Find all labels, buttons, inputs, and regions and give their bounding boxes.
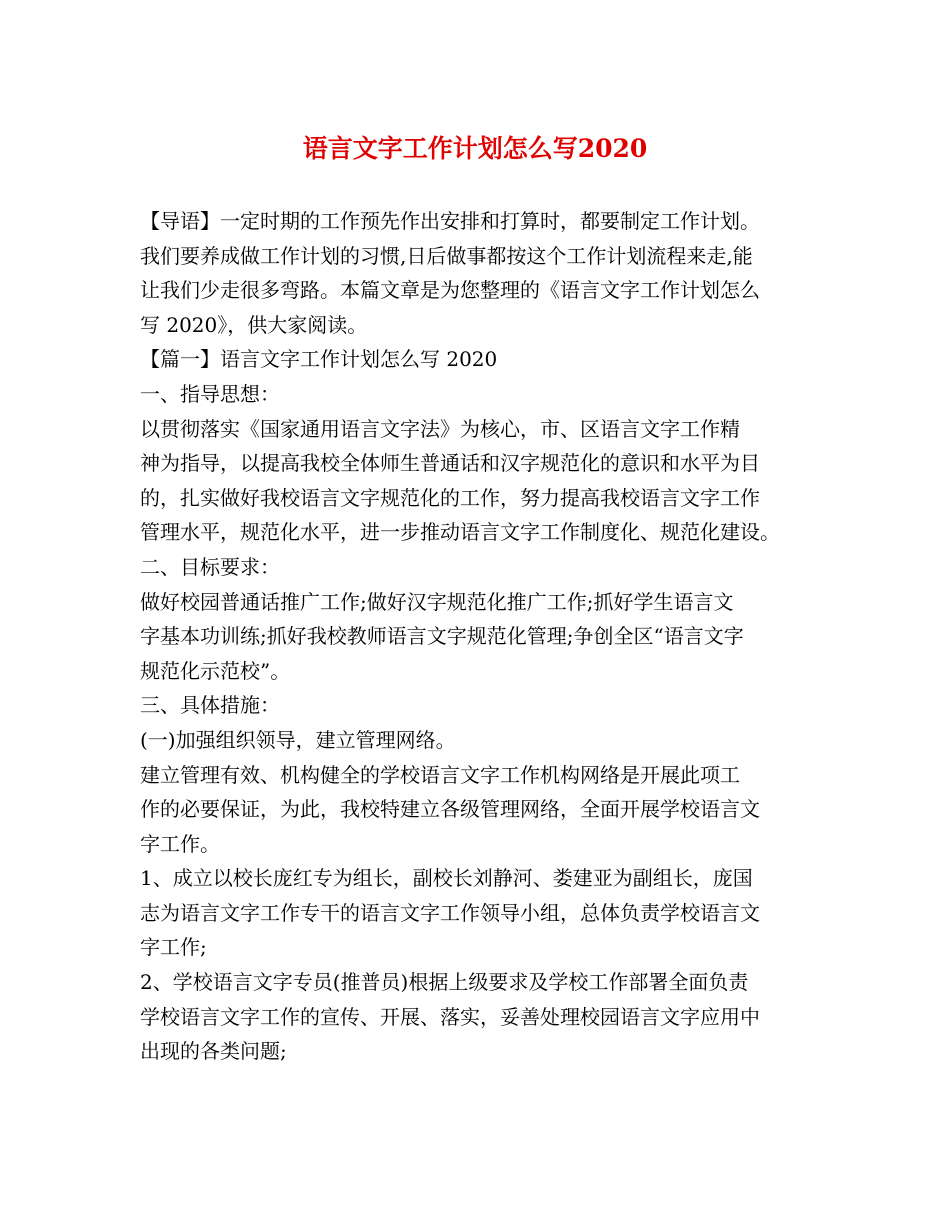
text-line: 以贯彻落实《国家通用语言文字法》为核心，市、区语言文字工作精 (140, 416, 740, 441)
text-line: 志为语言文字工作专干的语言文字工作领导小组，总体负责学校语言文 (140, 900, 760, 925)
document-body (140, 204, 820, 1069)
text-line: 写 2020》，供大家阅读。 (140, 312, 368, 337)
text-line: 作的必要保证，为此，我校特建立各级管理网络，全面开展学校语言文 (140, 797, 760, 822)
text-line: 出现的各类问题; (140, 1039, 287, 1064)
text-line: 1、成立以校长庞红专为组长，副校长刘静河、娄建亚为副组长，庞国 (140, 866, 753, 891)
text-line: 【篇一】语言文字工作计划怎么写 2020 (140, 347, 498, 372)
text-line: 建立管理有效、机构健全的学校语言文字工作机构网络是开展此项工 (140, 762, 740, 787)
document-title: 语言文字工作计划怎么写2020 (302, 134, 648, 163)
text-line: 管理水平，规范化水平，进一步推动语言文字工作制度化、规范化建设。 (140, 520, 780, 545)
text-line: 【导语】一定时期的工作预先作出安排和打算时，都要制定工作计划。 (140, 209, 760, 233)
text-line: 一、指导思想： (140, 381, 280, 406)
text-line: 2、学校语言文字专员(推普员)根据上级要求及学校工作部署全面负责 (140, 970, 749, 995)
text-line: 字基本功训练;抓好我校教师语言文字规范化管理;争创全区“语言文字 (140, 624, 744, 649)
text-line: 字工作; (140, 935, 207, 960)
text-line: 字工作。 (140, 831, 220, 856)
text-line: 规范化示范校”。 (140, 658, 291, 683)
text-line: (一)加强组织领导，建立管理网络。 (140, 727, 456, 752)
text-line: 做好校园普通话推广工作;做好汉字规范化推广工作;抓好学生语言文 (140, 589, 734, 614)
text-line: 的，扎实做好我校语言文字规范化的工作，努力提高我校语言文字工作 (140, 485, 760, 510)
text-line: 三、具体措施： (140, 693, 280, 718)
text-line: 我们要养成做工作计划的习惯,日后做事都按这个工作计划流程来走,能 (140, 243, 753, 268)
text-line: 二、目标要求： (140, 554, 280, 579)
text-line: 神为指导，以提高我校全体师生普通话和汉字规范化的意识和水平为目 (140, 451, 760, 476)
text-line: 学校语言文字工作的宣传、开展、落实，妥善处理校园语言文字应用中 (140, 1004, 760, 1029)
text-line: 让我们少走很多弯路。本篇文章是为您整理的《语言文字工作计划怎么 (140, 278, 760, 303)
